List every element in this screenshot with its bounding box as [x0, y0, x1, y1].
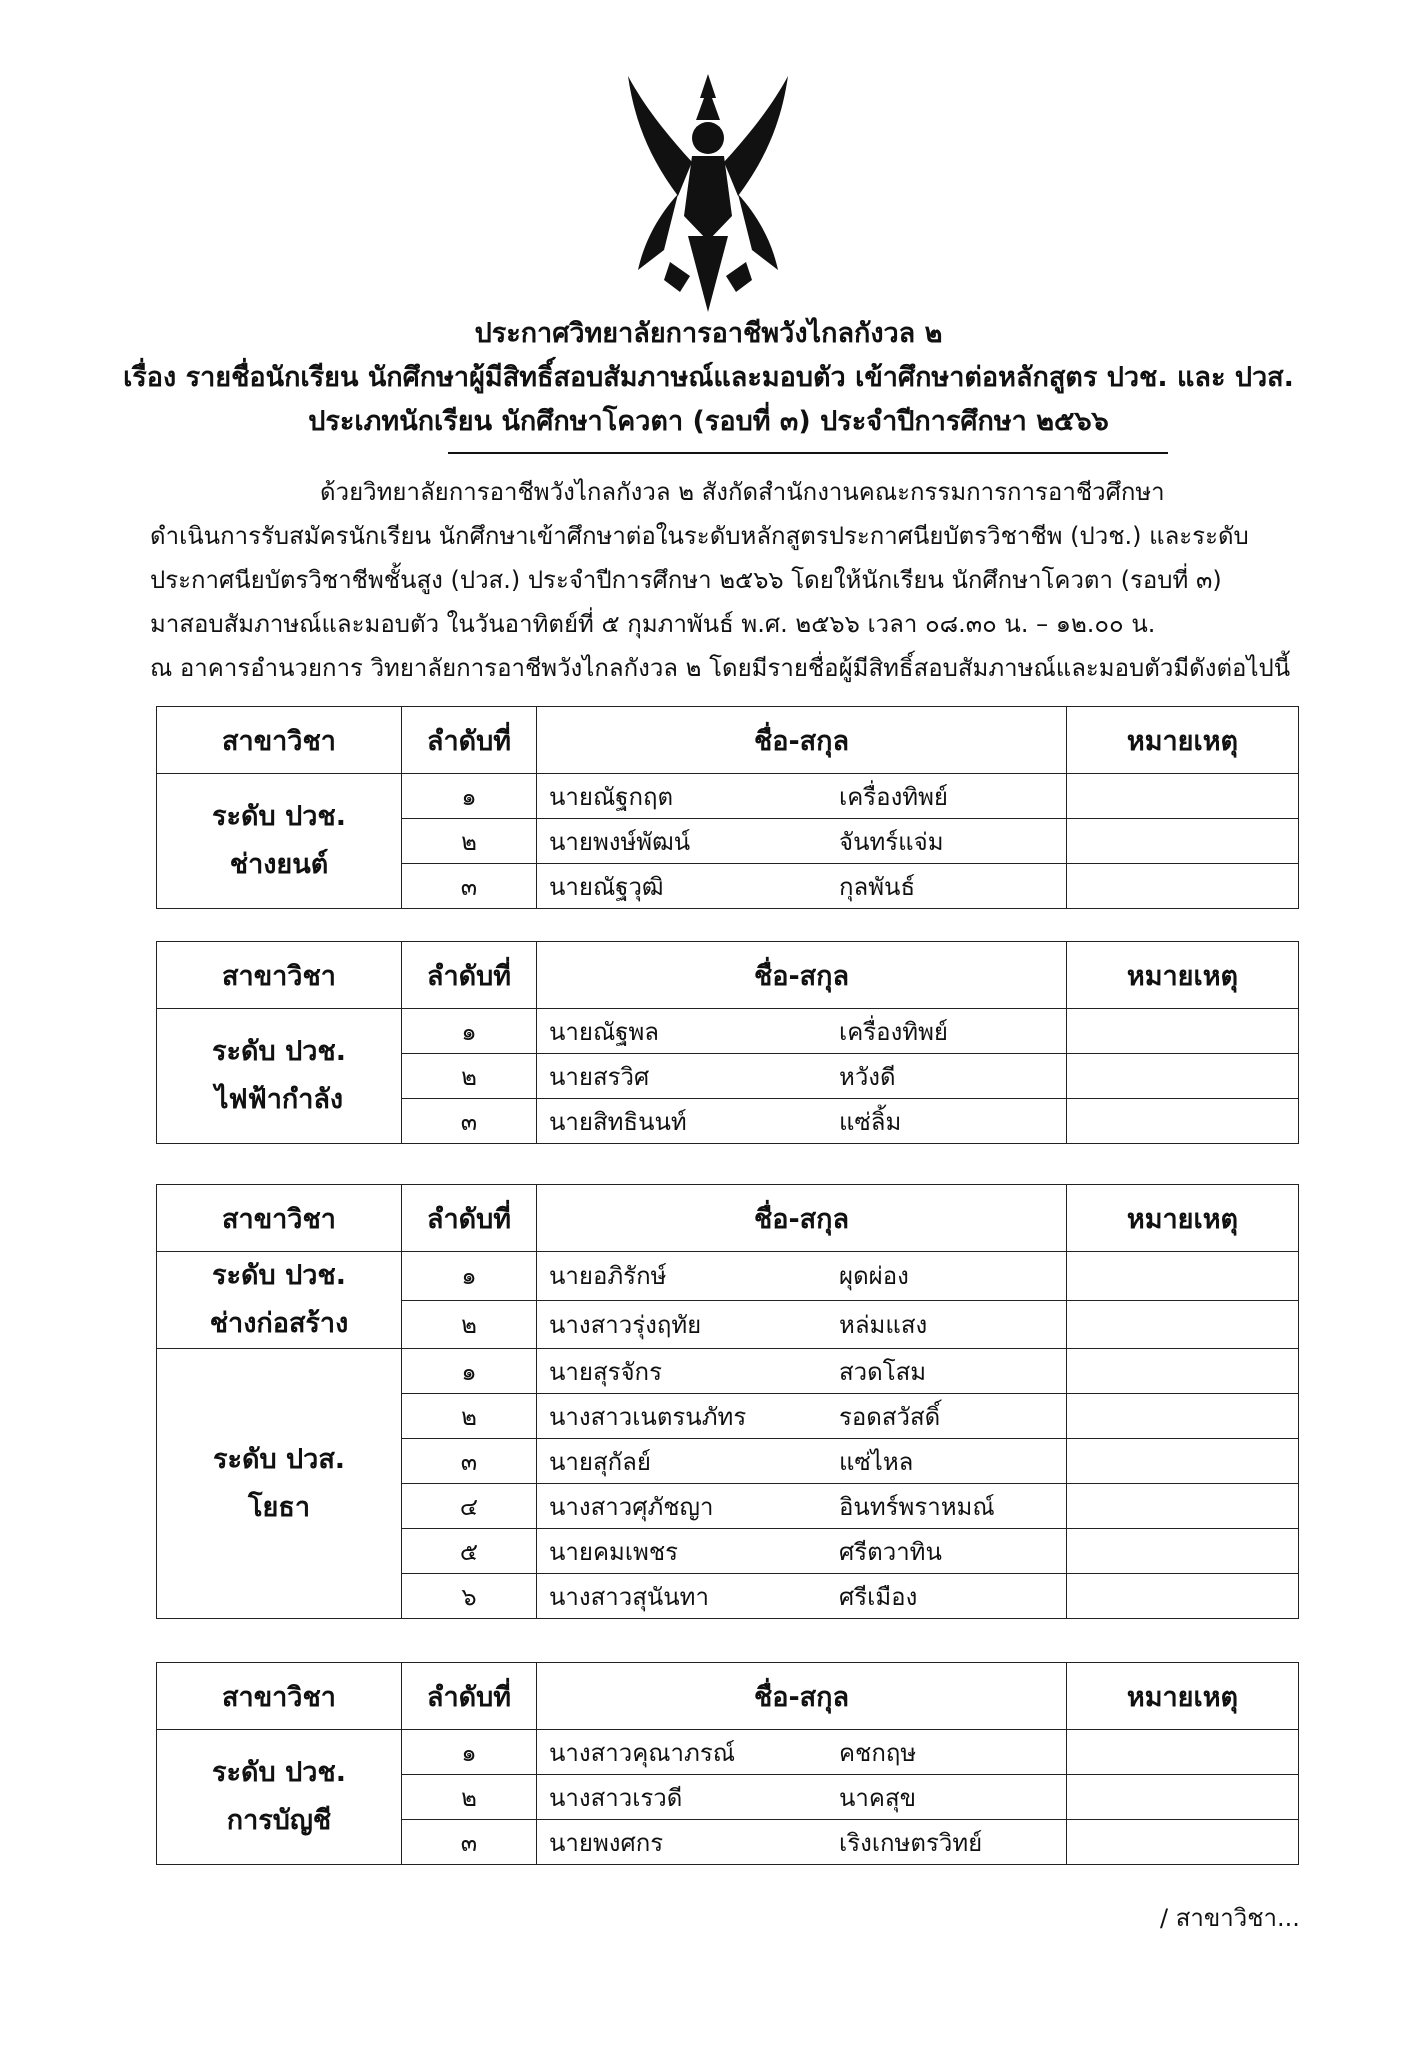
registration-table — [156, 1662, 1299, 1865]
body-line: ด้วยวิทยาลัยการอาชีพวังไกลกังวล ๒ สังกัดสำนักงานคณะกรรมการการอาชีวศึกษา — [320, 478, 1165, 506]
first-name: นางสาวรุ่งฤทัย — [549, 1310, 702, 1339]
last-name: จันทร์แจ่ม — [839, 827, 944, 856]
order-number: ๔ — [402, 1484, 537, 1529]
level-label: ระดับ ปวช. — [212, 1036, 346, 1067]
student-name — [537, 1529, 1067, 1574]
order-number: ๓ — [402, 1820, 537, 1865]
last-name: หล่มแสง — [839, 1310, 928, 1339]
note-cell — [1067, 1820, 1299, 1865]
table-header-row — [157, 1185, 1299, 1252]
branch-label: ช่างก่อสร้าง — [209, 1308, 349, 1339]
student-name — [537, 1775, 1067, 1820]
registration-table — [156, 941, 1299, 1144]
table-row — [157, 1349, 1299, 1394]
branch-cell — [157, 1009, 402, 1144]
note-cell — [1067, 1574, 1299, 1619]
note-cell — [1067, 1252, 1299, 1301]
first-name: นางสาวคุณาภรณ์ — [549, 1738, 735, 1767]
first-name: นายสรวิศ — [549, 1062, 650, 1091]
order-number: ๓ — [402, 1439, 537, 1484]
body-line: ประกาศนียบัตรวิชาชีพชั้นสูง (ปวส.) ประจำปีการศึกษา ๒๕๖๖ โดยให้นักเรียน นักศึกษาโควตา (รอบที่ ๓) — [150, 566, 1222, 594]
table-header-row — [157, 707, 1299, 774]
student-name — [537, 1300, 1067, 1349]
last-name: กุลพันธ์ — [839, 872, 916, 901]
garuda-emblem — [608, 66, 808, 316]
note-cell — [1067, 774, 1299, 819]
level-label: ระดับ ปวช. — [212, 1757, 346, 1788]
student-name — [537, 1439, 1067, 1484]
last-name: หวังดี — [839, 1062, 896, 1091]
branch-label: โยธา — [248, 1491, 310, 1523]
first-name: นายคมเพชร — [549, 1537, 679, 1566]
last-name: สวดโสม — [839, 1357, 927, 1386]
first-name: นายสุกัลย์ — [549, 1447, 651, 1476]
order-number: ๓ — [402, 864, 537, 909]
student-name — [537, 1730, 1067, 1775]
header-branch: สาขาวิชา — [157, 942, 402, 1009]
header-note: หมายเหตุ — [1067, 1663, 1299, 1730]
first-name: นายพงศกร — [549, 1828, 664, 1857]
order-number: ๑ — [402, 1349, 537, 1394]
order-number: ๑ — [402, 774, 537, 819]
body-line: มาสอบสัมภาษณ์และมอบตัว ในวันอาทิตย์ที่ ๕ กุมภาพันธ์ พ.ศ. ๒๕๖๖ เวลา ๐๘.๓๐ น. – ๑๒.๐๐ น. — [150, 610, 1156, 638]
branch-cell — [157, 1349, 402, 1619]
note-cell — [1067, 1775, 1299, 1820]
header-order: ลำดับที่ — [402, 942, 537, 1009]
note-cell — [1067, 1439, 1299, 1484]
announcement-type: ประเภทนักเรียน นักศึกษาโควตา (รอบที่ ๓) ประจำปีการศึกษา ๒๕๖๖ — [308, 406, 1109, 437]
student-name — [537, 864, 1067, 909]
table-row — [157, 1009, 1299, 1054]
note-cell — [1067, 1730, 1299, 1775]
student-name — [537, 1252, 1067, 1301]
header-order: ลำดับที่ — [402, 1663, 537, 1730]
note-cell — [1067, 819, 1299, 864]
branch-cell — [157, 774, 402, 909]
registration-table — [156, 706, 1299, 909]
student-name — [537, 1820, 1067, 1865]
last-name: แซ่ลิ้ม — [839, 1107, 902, 1136]
first-name: นางสาวศุภัชญา — [549, 1492, 714, 1521]
first-name: นายณัฐพล — [549, 1017, 659, 1046]
note-cell — [1067, 1099, 1299, 1144]
student-name — [537, 1574, 1067, 1619]
last-name: เครื่องทิพย์ — [839, 1017, 948, 1046]
last-name: เครื่องทิพย์ — [839, 782, 948, 811]
header-name: ชื่อ-สกุล — [537, 942, 1067, 1009]
last-name: รอดสวัสดิ์ — [839, 1402, 941, 1431]
first-name: นายณัฐวุฒิ — [549, 872, 664, 901]
note-cell — [1067, 1054, 1299, 1099]
table-row — [157, 774, 1299, 819]
header-order: ลำดับที่ — [402, 1185, 537, 1252]
order-number: ๒ — [402, 1054, 537, 1099]
table-header-row — [157, 942, 1299, 1009]
last-name: เริงเกษตรวิทย์ — [839, 1828, 983, 1857]
first-name: นายสุรจักร — [549, 1357, 662, 1386]
registration-table — [156, 1184, 1299, 1619]
order-number: ๒ — [402, 1394, 537, 1439]
header-name: ชื่อ-สกุล — [537, 1185, 1067, 1252]
branch-label: การบัญชี — [226, 1805, 332, 1836]
header-name: ชื่อ-สกุล — [537, 707, 1067, 774]
order-number: ๓ — [402, 1099, 537, 1144]
note-cell — [1067, 1009, 1299, 1054]
first-name: นางสาวสุนันทา — [549, 1582, 709, 1611]
last-name: คชกฤษ — [839, 1738, 917, 1767]
header-note: หมายเหตุ — [1067, 707, 1299, 774]
last-name: ศรีตวาทิน — [839, 1537, 942, 1566]
student-name — [537, 819, 1067, 864]
body-paragraph — [150, 470, 1300, 690]
branch-label: ไฟฟ้ากำลัง — [214, 1084, 344, 1115]
header-order: ลำดับที่ — [402, 707, 537, 774]
student-name — [537, 1099, 1067, 1144]
note-cell — [1067, 1529, 1299, 1574]
note-cell — [1067, 1484, 1299, 1529]
order-number: ๒ — [402, 819, 537, 864]
first-name: นางสาวเรวดี — [549, 1783, 683, 1812]
title-divider — [448, 452, 1168, 454]
header-branch: สาขาวิชา — [157, 707, 402, 774]
header-branch: สาขาวิชา — [157, 1185, 402, 1252]
branch-label: ช่างยนต์ — [229, 849, 329, 880]
last-name: ศรีเมือง — [839, 1582, 918, 1611]
header-name: ชื่อ-สกุล — [537, 1663, 1067, 1730]
order-number: ๑ — [402, 1730, 537, 1775]
first-name: นายณัฐกฤต — [549, 782, 674, 811]
order-number: ๑ — [402, 1252, 537, 1301]
order-number: ๖ — [402, 1574, 537, 1619]
note-cell — [1067, 1394, 1299, 1439]
order-number: ๒ — [402, 1775, 537, 1820]
header-branch: สาขาวิชา — [157, 1663, 402, 1730]
announcement-title: ประกาศวิทยาลัยการอาชีพวังไกลกังวล ๒ — [474, 318, 943, 349]
first-name: นางสาวเนตรนภัทร — [549, 1402, 747, 1431]
student-name — [537, 1394, 1067, 1439]
first-name: นายอภิรักษ์ — [549, 1262, 667, 1291]
announcement-subject: เรื่อง รายชื่อนักเรียน นักศึกษาผู้มีสิทธิ์สอบสัมภาษณ์และมอบตัว เข้าศึกษาต่อหลักสูตร ปวช. และ ปวส. — [123, 362, 1294, 393]
level-label: ระดับ ปวช. — [212, 801, 346, 832]
last-name: อินทร์พราหมณ์ — [839, 1492, 995, 1521]
student-name — [537, 774, 1067, 819]
student-name — [537, 1054, 1067, 1099]
table-header-row — [157, 1663, 1299, 1730]
first-name: นายพงษ์พัฒน์ — [549, 827, 691, 856]
continued-note: / สาขาวิชา... — [1160, 1904, 1300, 1932]
body-line: ณ อาคารอำนวยการ วิทยาลัยการอาชีพวังไกลกังวล ๒ โดยมีรายชื่อผู้มีสิทธิ์สอบสัมภาษณ์และมอบตัวมีดังต่อไปนี้ — [150, 654, 1291, 682]
body-line: ดำเนินการรับสมัครนักเรียน นักศึกษาเข้าศึกษาต่อในระดับหลักสูตรประกาศนียบัตรวิชาชีพ (ปวช.) และระดับ — [150, 522, 1249, 550]
header-note: หมายเหตุ — [1067, 942, 1299, 1009]
level-label: ระดับ ปวส. — [212, 1443, 346, 1475]
first-name: นายสิทธินนท์ — [549, 1107, 687, 1136]
last-name: ผุดผ่อง — [839, 1262, 909, 1291]
note-cell — [1067, 1300, 1299, 1349]
student-name — [537, 1349, 1067, 1394]
order-number: ๕ — [402, 1529, 537, 1574]
note-cell — [1067, 1349, 1299, 1394]
level-label: ระดับ ปวช. — [212, 1260, 346, 1291]
last-name: นาคสุข — [839, 1783, 916, 1812]
last-name: แซ่ไหล — [839, 1447, 914, 1476]
branch-cell — [157, 1252, 402, 1349]
note-cell — [1067, 864, 1299, 909]
order-number: ๒ — [402, 1300, 537, 1349]
header-note: หมายเหตุ — [1067, 1185, 1299, 1252]
student-name — [537, 1484, 1067, 1529]
student-name — [537, 1009, 1067, 1054]
table-row — [157, 1730, 1299, 1775]
table-row — [157, 1252, 1299, 1301]
branch-cell — [157, 1730, 402, 1865]
order-number: ๑ — [402, 1009, 537, 1054]
